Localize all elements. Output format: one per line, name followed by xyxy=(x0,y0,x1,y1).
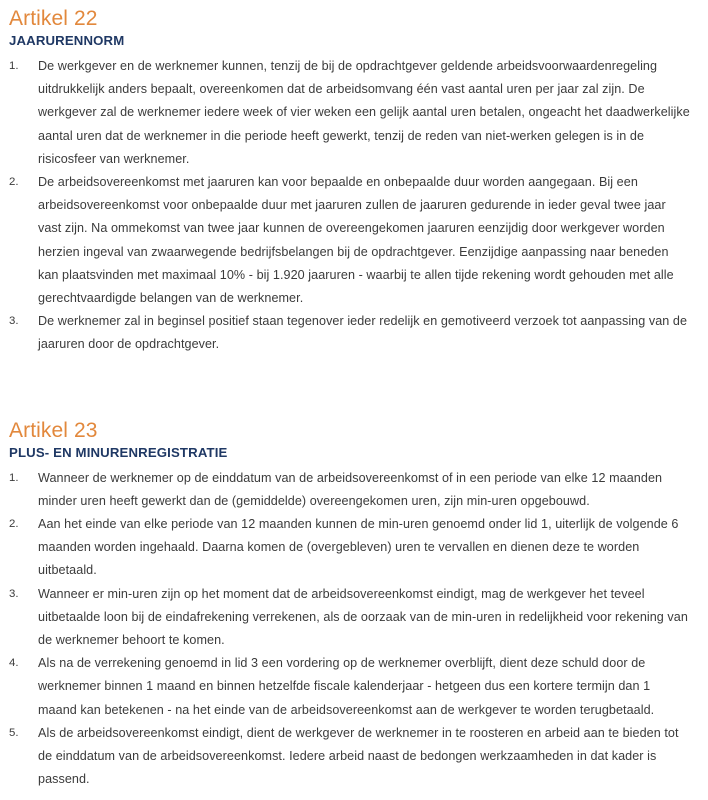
clause-marker: 1. xyxy=(9,471,19,484)
clause-item xyxy=(9,55,690,171)
article-title: Artikel 22 xyxy=(9,7,98,30)
article-section-22 xyxy=(9,6,690,357)
article-title: Artikel 23 xyxy=(9,418,98,442)
clause-marker: 4. xyxy=(9,657,19,670)
clause-text: De werknemer zal in beginsel positief staan tegenover ieder redelijk en gemotiveerd verzoek tot aanpassing van de jaaruren door de opdrachtgever. xyxy=(38,314,688,352)
clause-marker: 1. xyxy=(9,60,19,72)
article-spacer xyxy=(9,357,690,418)
clause-marker: 3. xyxy=(9,587,19,600)
clause-text: De werkgever en de werknemer kunnen, tenzij de bij de opdrachtgever geldende arbeidsvoorwaardenregeling uitdrukkelijk anders bepaalt, overeenkomen dat de arbeidsomvang één vast aantal uren per jaar zal zijn. De werkgever zal de werknemer iedere week of vier weken een gelijk aantal uren betalen, ongeacht het daadwerkelijke aantal uren dat de werknemer in die periode heeft gewerkt, tenzij de reden van niet-werken gelegen is in de risicosfeer van werknemer. xyxy=(38,59,690,166)
clause-item xyxy=(9,310,690,356)
clause-text: Wanneer de werknemer op de einddatum van de arbeidsovereenkomst of in een periode van elke 12 maanden minder uren heeft gewerkt dan de (gemiddelde) overeengekomen uren, zijn min-uren opgebouwd. xyxy=(38,470,663,508)
clause-item xyxy=(9,652,690,722)
clause-item xyxy=(9,171,690,310)
clause-marker: 3. xyxy=(9,315,19,328)
clause-list xyxy=(9,55,690,357)
clause-marker: 5. xyxy=(9,726,19,739)
clause-item xyxy=(9,722,690,792)
clause-text: Aan het einde van elke periode van 12 maanden kunnen de min-uren genoemd onder lid 1, uiterlijk de volgende 6 maanden worden ingehaald. Daarna komen de (overgebleven) uren te vervallen en dienen deze te worden uitbetaald. xyxy=(38,517,679,578)
clause-list xyxy=(9,467,690,792)
clause-marker: 2. xyxy=(9,518,19,531)
clause-text: De arbeidsovereenkomst met jaaruren kan voor bepaalde en onbepaalde duur worden aangegaan. Bij een arbeidsovereenkomst voor onbepaalde duur met jaaruren zullen de jaaruren gedurende in ieder geval twee jaar vast zijn. Na ommekomst van twee jaar kunnen de overeengekomen jaaruren eenzijdig door werkgever worden herzien ingeval van zwaarwegende bedrijfsbelangen bij de opdrachtgever. Eenzijdige aanpassing naar beneden kan plaatsvinden met maximaal 10% - bij 1.920 jaaruren - waarbij te allen tijde rekening wordt gehouden met alle gerechtvaardigde belangen van de werknemer. xyxy=(38,175,674,306)
clause-text: Wanneer er min-uren zijn op het moment dat de arbeidsovereenkomst eindigt, mag de werkgever het teveel uitbetaalde loon bij de eindafrekening verrekenen, als de oorzaak van de min-uren in redelijkheid voor rekening van de werknemer behoort te komen. xyxy=(38,586,688,648)
clause-text: Als na de verrekening genoemd in lid 3 een vordering op de werknemer overblijft, dient deze schuld door de werknemer binnen 1 maand en binnen hetzelfde fiscale kalenderjaar - hetgeen dus een kortere termijn dan 1 maand kan betekenen - na het einde van de arbeidsovereenkomst aan de werkgever te worden terugbetaald. xyxy=(38,656,655,717)
article-section-23 xyxy=(9,418,690,792)
clause-text: Als de arbeidsovereenkomst eindigt, dient de werkgever de werknemer in te roosteren en arbeid aan te bieden tot de einddatum van de arbeidsovereenkomst. Iedere arbeid naast de bedongen werkzaamheden in dat kader is passend. xyxy=(38,725,679,787)
clause-item xyxy=(9,467,690,513)
clause-item xyxy=(9,513,690,583)
article-subtitle: JAARURENNORM xyxy=(9,33,125,48)
article-subtitle: PLUS- EN MINURENREGISTRATIE xyxy=(9,444,228,460)
clause-marker: 2. xyxy=(9,176,19,189)
clause-item xyxy=(9,583,690,653)
